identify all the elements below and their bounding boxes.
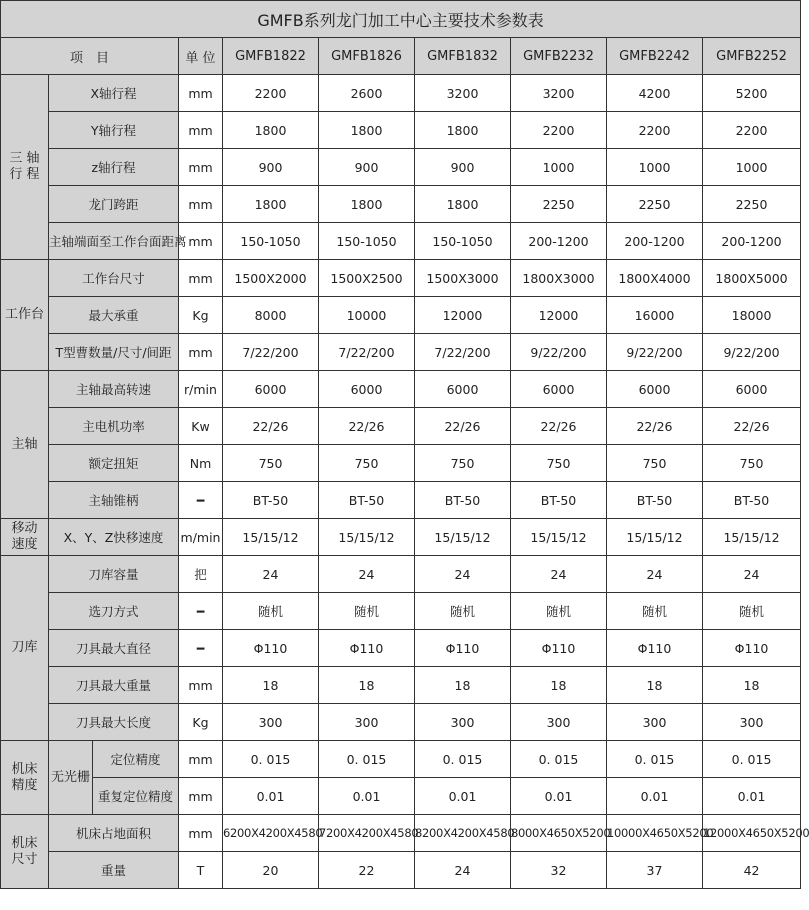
value-cell: 150-1050 [415, 223, 511, 260]
header-model: GMFB1822 [223, 38, 319, 75]
value-cell: 1500X2500 [319, 260, 415, 297]
unit-cell: Kw [179, 408, 223, 445]
unit-cell: mm [179, 334, 223, 371]
value-cell: 22/26 [319, 408, 415, 445]
header-model: GMFB2232 [511, 38, 607, 75]
value-cell: 20 [223, 852, 319, 889]
table-row [1, 223, 801, 260]
value-cell: 15/15/12 [511, 519, 607, 556]
unit-cell: Kg [179, 704, 223, 741]
table-row [1, 556, 801, 593]
item-label: 机床占地面积 [49, 815, 179, 852]
value-cell: 0.01 [415, 778, 511, 815]
value-cell: 1800 [319, 112, 415, 149]
value-cell: 0.01 [511, 778, 607, 815]
value-cell: 12000X4650X5200 [703, 815, 801, 852]
value-cell: 6000 [607, 371, 703, 408]
item-label: 主电机功率 [49, 408, 179, 445]
value-cell: 16000 [607, 297, 703, 334]
value-cell: 随机 [415, 593, 511, 630]
value-cell: BT-50 [703, 482, 801, 519]
value-cell: 300 [511, 704, 607, 741]
value-cell: 8200X4200X4580 [415, 815, 511, 852]
unit-cell: Kg [179, 297, 223, 334]
header-model: GMFB2242 [607, 38, 703, 75]
table-row [1, 297, 801, 334]
item-label: 重复定位精度 [93, 778, 179, 815]
value-cell: 0.01 [703, 778, 801, 815]
value-cell: 18 [703, 667, 801, 704]
unit-cell: m/min [179, 519, 223, 556]
value-cell: 300 [223, 704, 319, 741]
value-cell: 2250 [511, 186, 607, 223]
value-cell: 10000 [319, 297, 415, 334]
unit-cell: r/min [179, 371, 223, 408]
group-label [1, 75, 49, 260]
value-cell: 22 [319, 852, 415, 889]
value-cell: 900 [223, 149, 319, 186]
item-label: 主轴锥柄 [49, 482, 179, 519]
value-cell: BT-50 [223, 482, 319, 519]
group-label-line: 行 程 [9, 167, 40, 182]
table-row [1, 75, 801, 112]
value-cell: 8000X4650X5200 [511, 815, 607, 852]
value-cell: 900 [415, 149, 511, 186]
item-label: 主轴最高转速 [49, 371, 179, 408]
group-label-line: 移动 [11, 521, 38, 536]
value-cell: 3200 [511, 75, 607, 112]
table-row [1, 260, 801, 297]
value-cell: 1800X4000 [607, 260, 703, 297]
value-cell: 2200 [511, 112, 607, 149]
value-cell: 750 [703, 445, 801, 482]
item-label: 龙门跨距 [49, 186, 179, 223]
value-cell: 随机 [607, 593, 703, 630]
value-cell: 18 [511, 667, 607, 704]
item-label: 刀具最大长度 [49, 704, 179, 741]
value-cell: 200-1200 [607, 223, 703, 260]
table-row [1, 704, 801, 741]
value-cell: 750 [223, 445, 319, 482]
item-label: 刀具最大直径 [49, 630, 179, 667]
value-cell: 18 [319, 667, 415, 704]
value-cell: 0. 015 [319, 741, 415, 778]
table-row [1, 852, 801, 889]
value-cell: Φ110 [223, 630, 319, 667]
value-cell: 1000 [511, 149, 607, 186]
header-unit: 单 位 [179, 38, 223, 75]
group-label [1, 519, 49, 556]
item-label: 定位精度 [93, 741, 179, 778]
value-cell: 22/26 [607, 408, 703, 445]
value-cell: 200-1200 [703, 223, 801, 260]
value-cell: 12000 [415, 297, 511, 334]
value-cell: 随机 [223, 593, 319, 630]
value-cell: 1800 [319, 186, 415, 223]
unit-cell: ━ [179, 482, 223, 519]
value-cell: 15/15/12 [703, 519, 801, 556]
unit-cell: T [179, 852, 223, 889]
value-cell: 6000 [511, 371, 607, 408]
value-cell: 1000 [703, 149, 801, 186]
unit-cell: 把 [179, 556, 223, 593]
value-cell: 6200X4200X4580 [223, 815, 319, 852]
item-label: 主轴端面至工作台面距离 [49, 223, 179, 260]
table-row [1, 112, 801, 149]
value-cell: 18 [223, 667, 319, 704]
value-cell: 4200 [607, 75, 703, 112]
value-cell: 750 [511, 445, 607, 482]
value-cell: 15/15/12 [415, 519, 511, 556]
value-cell: 24 [223, 556, 319, 593]
header-row [1, 38, 801, 75]
item-label: Y轴行程 [49, 112, 179, 149]
value-cell: 6000 [223, 371, 319, 408]
table-row [1, 519, 801, 556]
table-row [1, 334, 801, 371]
value-cell: 1800 [223, 112, 319, 149]
value-cell: 8000 [223, 297, 319, 334]
value-cell: 22/26 [415, 408, 511, 445]
value-cell: 7/22/200 [415, 334, 511, 371]
value-cell: 2200 [607, 112, 703, 149]
value-cell: BT-50 [511, 482, 607, 519]
unit-cell: mm [179, 149, 223, 186]
value-cell: 随机 [319, 593, 415, 630]
group-label-line: 机床 [11, 761, 38, 777]
value-cell: 1800X3000 [511, 260, 607, 297]
value-cell: 15/15/12 [223, 519, 319, 556]
value-cell: Φ110 [415, 630, 511, 667]
table-row [1, 445, 801, 482]
subgroup-label: 无光栅 [49, 741, 93, 815]
value-cell: 750 [415, 445, 511, 482]
group-label-line: 精度 [11, 777, 38, 793]
value-cell: 300 [319, 704, 415, 741]
group-label-line: 机床 [11, 835, 38, 851]
item-label: 重量 [49, 852, 179, 889]
item-label: 工作台尺寸 [49, 260, 179, 297]
value-cell: 24 [319, 556, 415, 593]
item-label: 选刀方式 [49, 593, 179, 630]
group-label-line: 刀库 [11, 640, 38, 655]
header-model: GMFB1826 [319, 38, 415, 75]
group-label-line: 工作台 [4, 307, 44, 322]
value-cell: 300 [415, 704, 511, 741]
value-cell: 18 [415, 667, 511, 704]
value-cell: Φ110 [511, 630, 607, 667]
value-cell: 0.01 [607, 778, 703, 815]
value-cell: 300 [703, 704, 801, 741]
value-cell: 150-1050 [223, 223, 319, 260]
value-cell: 0. 015 [223, 741, 319, 778]
value-cell: 7/22/200 [319, 334, 415, 371]
value-cell: 0.01 [319, 778, 415, 815]
table-row [1, 408, 801, 445]
value-cell: 随机 [511, 593, 607, 630]
unit-cell: ━ [179, 593, 223, 630]
group-label-line: 速度 [11, 537, 38, 552]
value-cell: 24 [415, 852, 511, 889]
item-label: z轴行程 [49, 149, 179, 186]
item-label: X、Y、Z快移速度 [49, 519, 179, 556]
value-cell: 150-1050 [319, 223, 415, 260]
value-cell: 2250 [607, 186, 703, 223]
value-cell: 24 [703, 556, 801, 593]
value-cell: 900 [319, 149, 415, 186]
value-cell: 12000 [511, 297, 607, 334]
value-cell: 24 [607, 556, 703, 593]
value-cell: 24 [415, 556, 511, 593]
value-cell: 750 [607, 445, 703, 482]
value-cell: 24 [511, 556, 607, 593]
header-model: GMFB1832 [415, 38, 511, 75]
value-cell: 2600 [319, 75, 415, 112]
item-label: T型曹数量/尺寸/间距 [49, 334, 179, 371]
group-label [1, 371, 49, 519]
unit-cell: ━ [179, 630, 223, 667]
value-cell: 37 [607, 852, 703, 889]
table-row [1, 186, 801, 223]
table-row [1, 593, 801, 630]
value-cell: 22/26 [223, 408, 319, 445]
value-cell: 6000 [415, 371, 511, 408]
value-cell: 15/15/12 [319, 519, 415, 556]
table-row [1, 371, 801, 408]
group-label [1, 815, 49, 889]
value-cell: 22/26 [511, 408, 607, 445]
table-title: GMFB系列龙门加工中心主要技术参数表 [1, 1, 801, 38]
unit-cell: Nm [179, 445, 223, 482]
value-cell: 300 [607, 704, 703, 741]
value-cell: 10000X4650X5200 [607, 815, 703, 852]
unit-cell: mm [179, 186, 223, 223]
value-cell: 1800 [415, 186, 511, 223]
header-model: GMFB2252 [703, 38, 801, 75]
value-cell: BT-50 [607, 482, 703, 519]
value-cell: 1800 [415, 112, 511, 149]
value-cell: BT-50 [415, 482, 511, 519]
value-cell: 15/15/12 [607, 519, 703, 556]
value-cell: 18000 [703, 297, 801, 334]
value-cell: Φ110 [703, 630, 801, 667]
value-cell: 0. 015 [607, 741, 703, 778]
item-label: 最大承重 [49, 297, 179, 334]
table-row [1, 815, 801, 852]
group-label-line: 三 轴 [9, 151, 40, 166]
value-cell: 0. 015 [415, 741, 511, 778]
value-cell: 1500X2000 [223, 260, 319, 297]
value-cell: 6000 [319, 371, 415, 408]
value-cell: 0. 015 [511, 741, 607, 778]
value-cell: 7200X4200X4580 [319, 815, 415, 852]
table-row [1, 741, 801, 778]
table-row [1, 482, 801, 519]
unit-cell: mm [179, 815, 223, 852]
value-cell: 18 [607, 667, 703, 704]
unit-cell: mm [179, 667, 223, 704]
unit-cell: mm [179, 778, 223, 815]
unit-cell: mm [179, 741, 223, 778]
value-cell: 750 [319, 445, 415, 482]
value-cell: BT-50 [319, 482, 415, 519]
table-row [1, 630, 801, 667]
item-label: 刀库容量 [49, 556, 179, 593]
title-row [1, 1, 801, 38]
value-cell: 1500X3000 [415, 260, 511, 297]
value-cell: 9/22/200 [607, 334, 703, 371]
value-cell: 1000 [607, 149, 703, 186]
value-cell: 5200 [703, 75, 801, 112]
value-cell: 32 [511, 852, 607, 889]
group-label-line: 尺寸 [11, 851, 38, 867]
item-label: 额定扭矩 [49, 445, 179, 482]
value-cell: Φ110 [319, 630, 415, 667]
value-cell: 7/22/200 [223, 334, 319, 371]
unit-cell: mm [179, 75, 223, 112]
group-label [1, 556, 49, 741]
item-label: 刀具最大重量 [49, 667, 179, 704]
value-cell: 0.01 [223, 778, 319, 815]
table-row [1, 149, 801, 186]
value-cell: 2200 [223, 75, 319, 112]
value-cell: 1800 [223, 186, 319, 223]
unit-cell: mm [179, 260, 223, 297]
value-cell: 6000 [703, 371, 801, 408]
value-cell: 200-1200 [511, 223, 607, 260]
header-item: 项 目 [1, 38, 179, 75]
value-cell: 9/22/200 [703, 334, 801, 371]
value-cell: 随机 [703, 593, 801, 630]
item-label: X轴行程 [49, 75, 179, 112]
value-cell: 1800X5000 [703, 260, 801, 297]
group-label [1, 741, 49, 815]
group-label [1, 260, 49, 371]
table-row [1, 667, 801, 704]
table-row [1, 778, 801, 815]
value-cell: 2250 [703, 186, 801, 223]
unit-cell: mm [179, 112, 223, 149]
value-cell: 9/22/200 [511, 334, 607, 371]
value-cell: 3200 [415, 75, 511, 112]
group-label-line: 主轴 [11, 436, 38, 452]
value-cell: Φ110 [607, 630, 703, 667]
value-cell: 2200 [703, 112, 801, 149]
unit-cell: mm [179, 223, 223, 260]
value-cell: 42 [703, 852, 801, 889]
value-cell: 0. 015 [703, 741, 801, 778]
value-cell: 22/26 [703, 408, 801, 445]
